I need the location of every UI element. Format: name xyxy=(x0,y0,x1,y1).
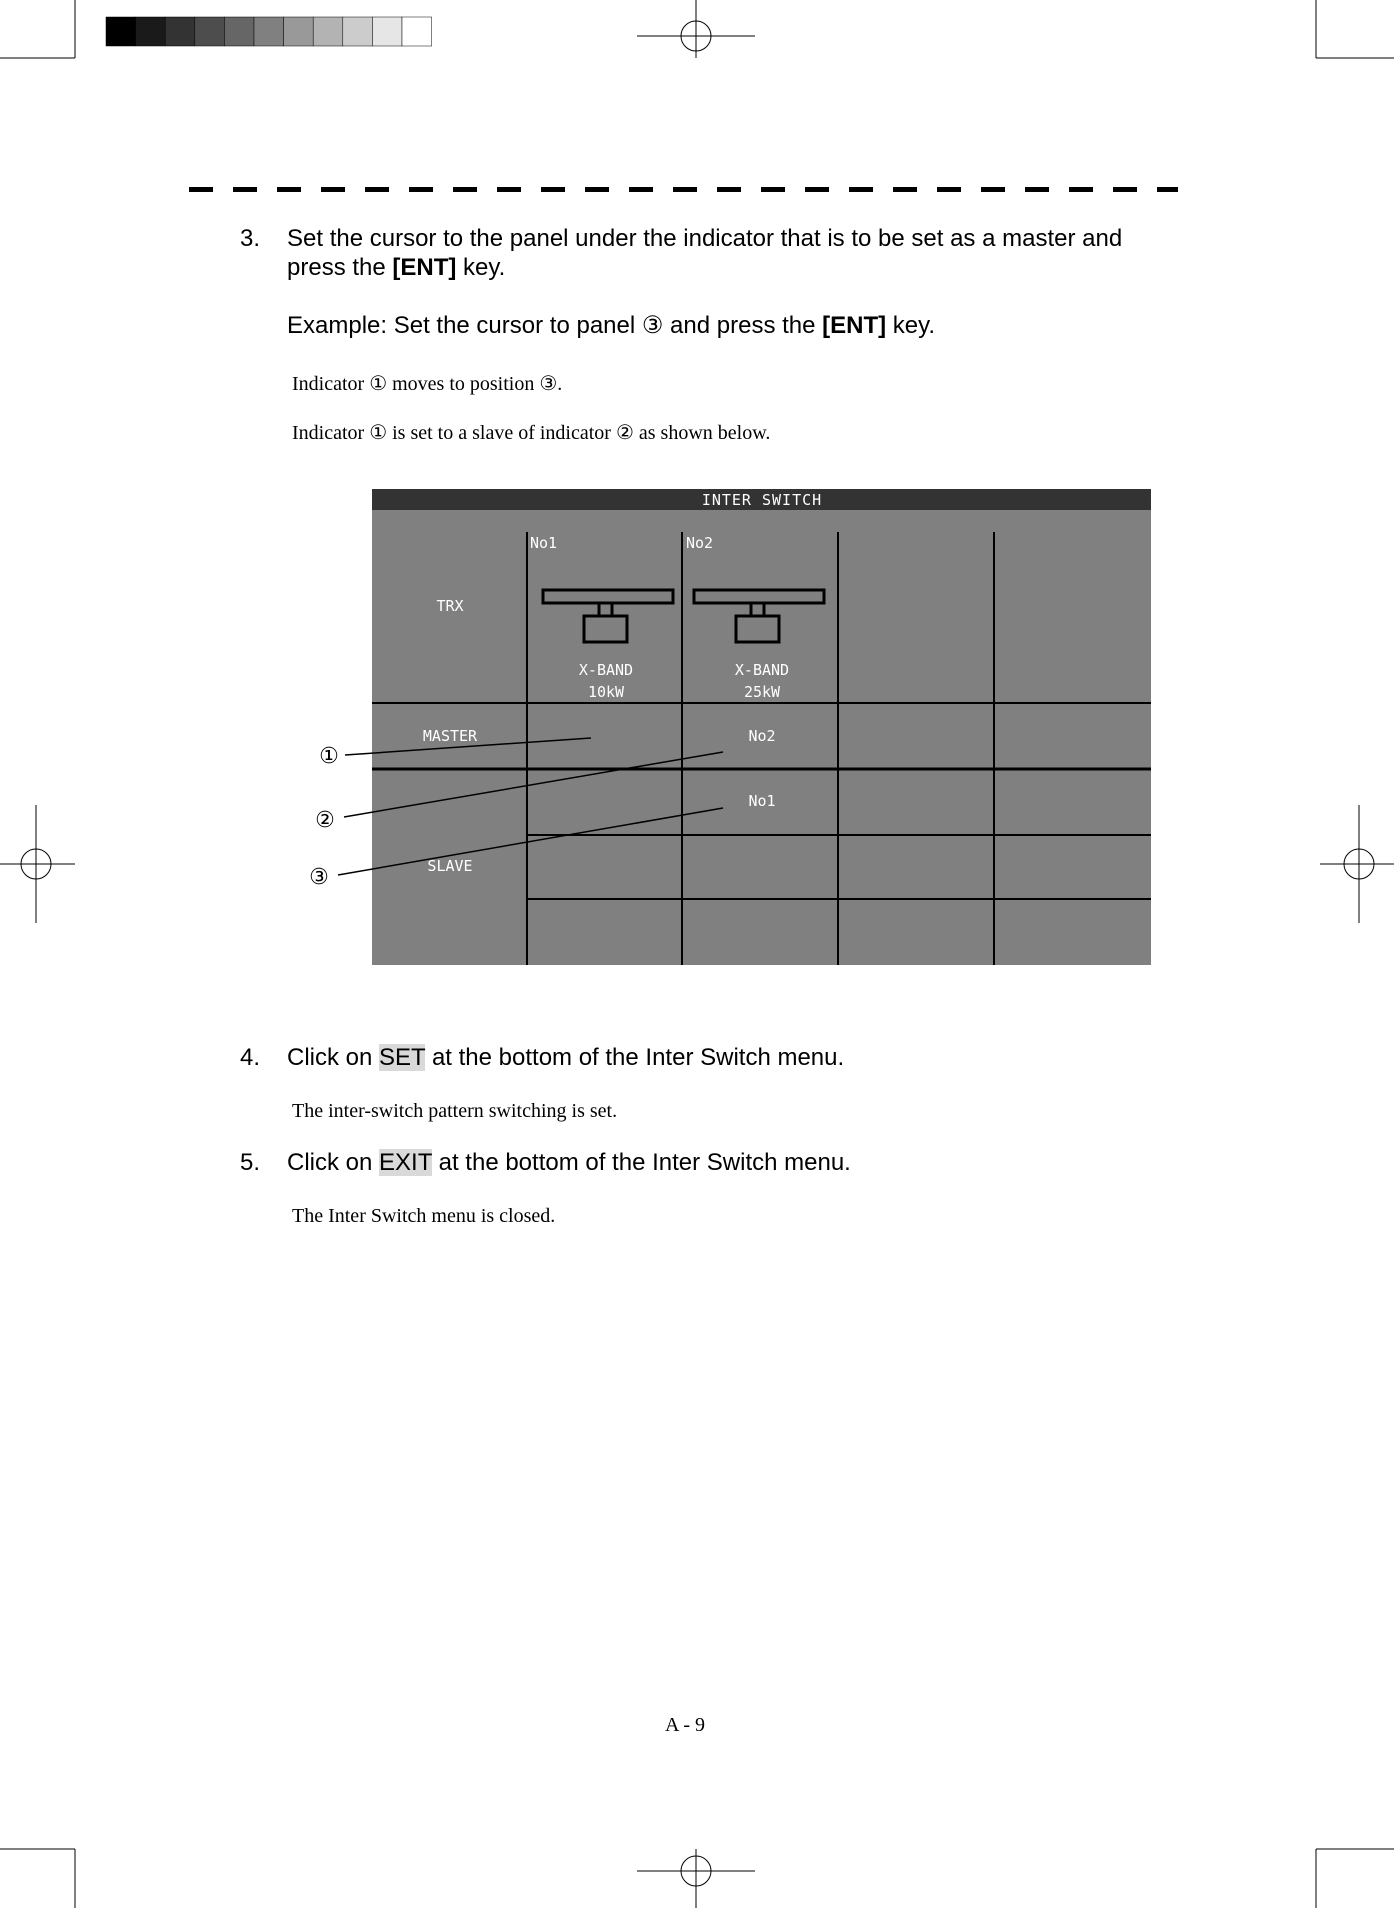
exit-button-ref: EXIT xyxy=(379,1149,432,1176)
note: Indicator ① moves to position ③. xyxy=(292,373,563,395)
registration-mark-bottom xyxy=(637,1849,755,1908)
slave-value[interactable]: No1 xyxy=(748,792,776,810)
column-header-no2: No2 xyxy=(686,534,714,552)
callout-1: ① xyxy=(319,744,339,769)
callout-2: ② xyxy=(315,808,335,833)
note: Indicator ① is set to a slave of indicator ② as shown below. xyxy=(292,422,771,444)
row-label-trx: TRX xyxy=(436,597,464,615)
trx-band-no1: X-BAND xyxy=(578,661,634,679)
set-button-ref: SET xyxy=(379,1044,426,1071)
row-label-slave: SLAVE xyxy=(427,857,473,875)
panel-title: INTER SWITCH xyxy=(701,491,823,509)
row-label-master: MASTER xyxy=(422,727,478,745)
column-header-no1: No1 xyxy=(530,534,558,552)
example-text: Example: Set the cursor to panel ③ and press the [ENT] key. xyxy=(287,312,936,339)
callout-3: ③ xyxy=(309,865,329,890)
page-number: A - 9 xyxy=(665,1714,705,1736)
trx-power-no1: 10kW xyxy=(587,683,625,701)
ent-key: [ENT] xyxy=(392,254,457,281)
trx-power-no2: 25kW xyxy=(743,683,781,701)
trx-band-no2: X-BAND xyxy=(734,661,790,679)
master-value[interactable]: No2 xyxy=(748,727,776,745)
note: The inter-switch pattern switching is set. xyxy=(292,1100,618,1122)
note: The Inter Switch menu is closed. xyxy=(292,1205,556,1227)
